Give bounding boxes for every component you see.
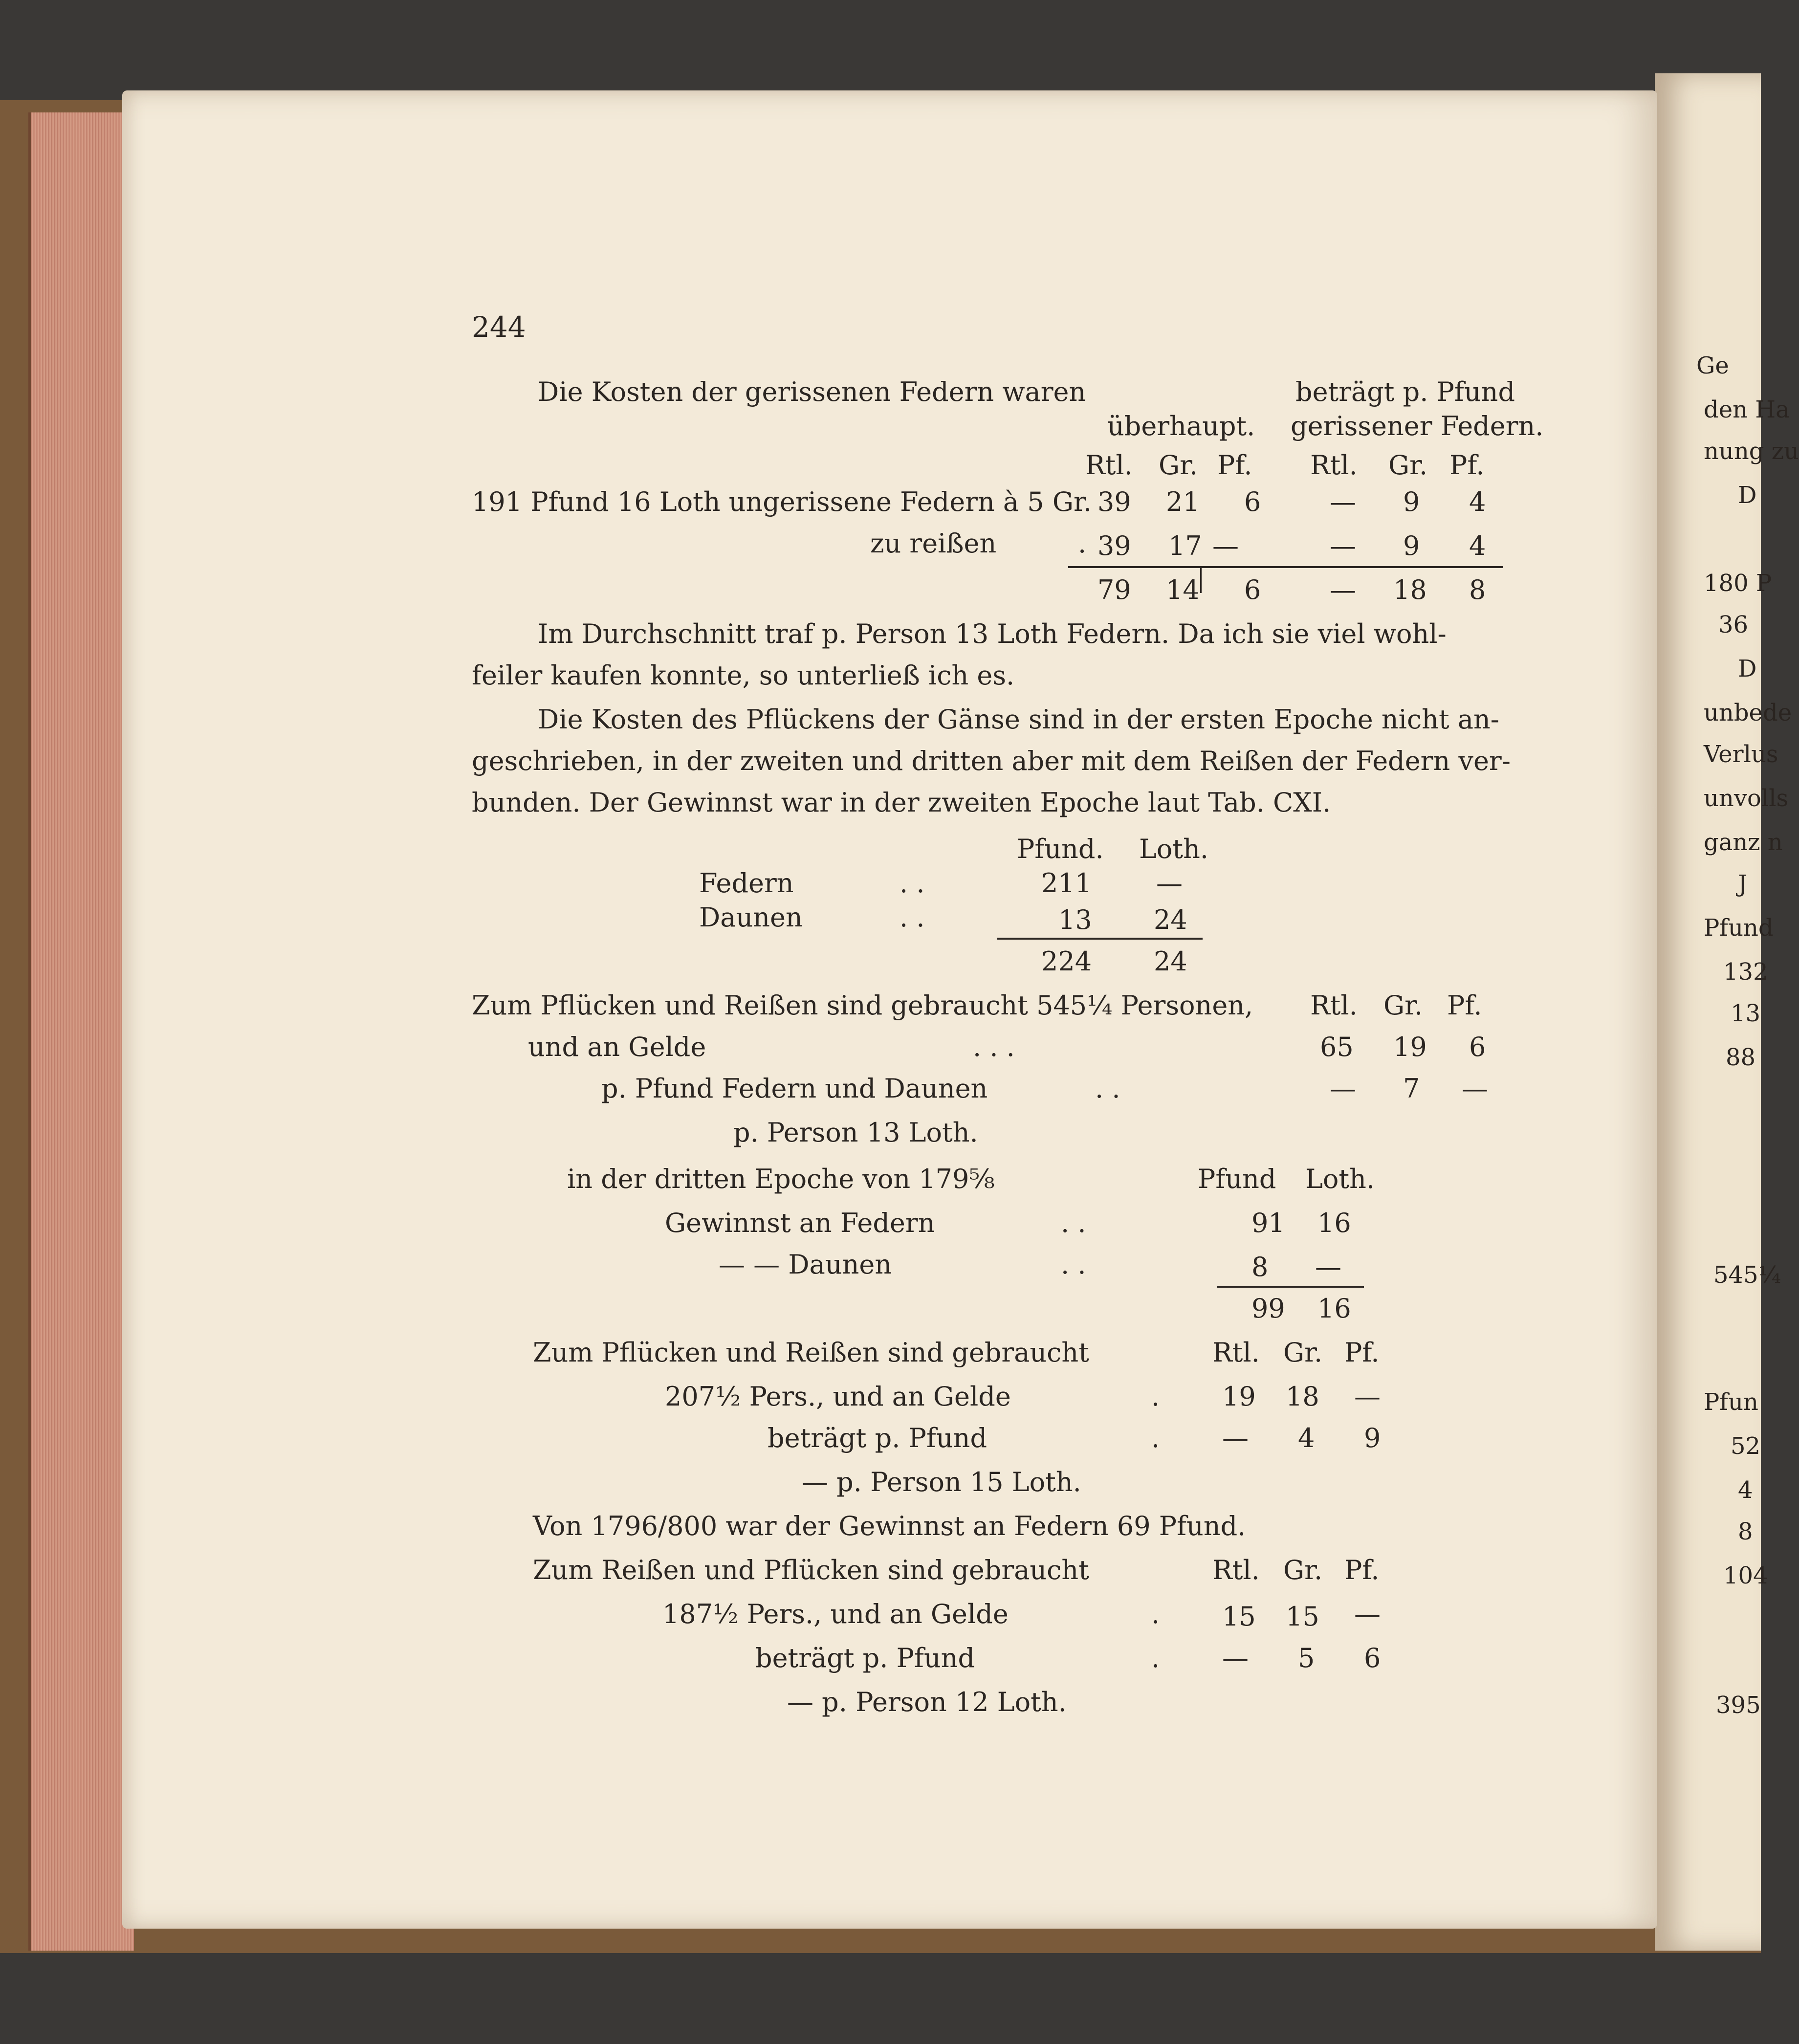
unit-gr: Gr. xyxy=(1159,450,1198,481)
used3-gr: 18 xyxy=(1286,1381,1319,1412)
epoch1796-h-gr: Gr. xyxy=(1283,1555,1323,1585)
cost-rtl: 39 xyxy=(1097,486,1131,517)
facing-fragment: J xyxy=(1738,870,1748,898)
used2-line: Zum Pflücken und Reißen sind gebraucht 545¼ Personen, xyxy=(472,990,1253,1021)
facing-fragment: den Ha xyxy=(1704,396,1790,423)
used2-line: p. Person 13 Loth. xyxy=(733,1117,978,1148)
cost-pf: — xyxy=(1212,530,1239,561)
epoch1796-line: beträgt p. Pfund xyxy=(755,1643,975,1673)
table-header-col2-line1: beträgt p. Pfund xyxy=(1295,376,1515,407)
epoch1796-rtl: 15 xyxy=(1222,1601,1256,1632)
cost-pf2: 4 xyxy=(1469,530,1486,561)
epoch1796-line: — p. Person 12 Loth. xyxy=(787,1687,1067,1717)
used2-pf-b: — xyxy=(1462,1073,1488,1104)
facing-fragment: 545¼ xyxy=(1713,1261,1781,1289)
cost-pf2: 4 xyxy=(1469,486,1486,517)
unit-rtl: Rtl. xyxy=(1085,450,1133,481)
epoch1796-dot: . xyxy=(1151,1599,1160,1629)
used2-gr: 19 xyxy=(1393,1032,1427,1062)
table-header-col1: überhaupt. xyxy=(1107,411,1255,441)
unit-pf-2: Pf. xyxy=(1449,450,1485,481)
facing-fragment: 8 xyxy=(1738,1518,1753,1545)
gain2-label: Daunen xyxy=(699,902,803,933)
gain2-dots: . . xyxy=(900,868,925,899)
facing-fragment: 36 xyxy=(1718,611,1749,638)
facing-fragment: 395 xyxy=(1716,1692,1761,1719)
epoch1796-rtl-b: — xyxy=(1222,1643,1249,1673)
sum-rule xyxy=(1068,566,1503,568)
facing-fragment: D xyxy=(1738,655,1757,682)
used2-dots: . . . xyxy=(973,1032,1015,1062)
used2-line: und an Gelde xyxy=(528,1032,706,1062)
page-edges xyxy=(28,112,134,1951)
gain2-loth: 24 xyxy=(1154,904,1187,935)
gain2-label: Federn xyxy=(699,868,794,899)
gain2-pfund: 13 xyxy=(1058,904,1092,935)
cost-gr2: 9 xyxy=(1403,486,1420,517)
gain3-label: Gewinnst an Federn xyxy=(665,1208,935,1238)
facing-page xyxy=(1655,73,1799,1951)
facing-fragment: D xyxy=(1738,482,1757,509)
cost-rtl2: — xyxy=(1330,486,1356,517)
facing-fragment: nung zu xyxy=(1704,438,1799,465)
used2-h-rtl: Rtl. xyxy=(1310,990,1358,1021)
cost-total-pf2: 8 xyxy=(1469,574,1486,605)
epoch1796-pf-b: 6 xyxy=(1364,1643,1381,1673)
used3-h-pf: Pf. xyxy=(1344,1337,1380,1368)
used3-rtl-b: — xyxy=(1222,1423,1249,1453)
gain3-label: — — Daunen xyxy=(719,1249,892,1280)
epoch1796-h-pf: Pf. xyxy=(1344,1555,1380,1585)
facing-fragment: Pfun xyxy=(1704,1388,1758,1416)
facing-fragment: 52 xyxy=(1731,1432,1761,1460)
used2-pf: 6 xyxy=(1469,1032,1486,1062)
cost-row-label: 191 Pfund 16 Loth ungerissene Federn à 5 Gr. xyxy=(472,486,1092,517)
cost-total-gr: 14 xyxy=(1166,574,1200,605)
facing-fragment: Verlus xyxy=(1704,741,1778,768)
gain3-head-pfund: Pfund xyxy=(1198,1164,1276,1194)
facing-fragment: 4 xyxy=(1738,1476,1753,1504)
cost-total-rtl2: — xyxy=(1330,574,1356,605)
used3-dot: . xyxy=(1151,1381,1160,1412)
facing-fragment: 13 xyxy=(1731,1000,1761,1027)
facing-fragment: 104 xyxy=(1723,1562,1768,1589)
gain3-total-pfund: 99 xyxy=(1251,1293,1285,1324)
epoch1796-line: Von 1796/800 war der Gewinnst an Federn 69 Pfund. xyxy=(533,1511,1246,1541)
paragraph-line: geschrieben, in der zweiten und dritten aber mit dem Reißen der Federn ver- xyxy=(472,746,1511,776)
used3-line: beträgt p. Pfund xyxy=(768,1423,987,1453)
cost-pf: 6 xyxy=(1244,486,1261,517)
gain3-loth: 16 xyxy=(1317,1208,1351,1238)
facing-fragment: Ge xyxy=(1696,352,1729,379)
used3-line: Zum Pflücken und Reißen sind gebraucht xyxy=(533,1337,1089,1368)
facing-fragment: unvolls xyxy=(1704,785,1789,812)
gain3-title: in der dritten Epoche von 179⅝ xyxy=(567,1164,995,1194)
gain2-head-loth: Loth. xyxy=(1139,834,1209,864)
paragraph-line: feiler kaufen konnte, so unterließ ich es. xyxy=(472,660,1015,691)
epoch1796-dot: . xyxy=(1151,1643,1160,1673)
gain3-pfund: 91 xyxy=(1251,1208,1285,1238)
facing-fragment: ganz n xyxy=(1704,829,1783,856)
gain2-head-pfund: Pfund. xyxy=(1017,834,1104,864)
used2-line: p. Pfund Federn und Daunen xyxy=(601,1073,988,1104)
column-separator xyxy=(1200,566,1202,593)
table-header-col2-line2: gerissener Federn. xyxy=(1291,411,1544,441)
epoch1796-line: Zum Reißen und Pflücken sind gebraucht xyxy=(533,1555,1089,1585)
table-header-left: Die Kosten der gerissenen Federn waren xyxy=(538,376,1086,407)
cost-row-label: zu reißen xyxy=(870,528,997,559)
used3-pf: — xyxy=(1354,1381,1381,1412)
gain3-dots: . . xyxy=(1061,1249,1086,1280)
used2-h-pf: Pf. xyxy=(1447,990,1482,1021)
cost-total-rtl: 79 xyxy=(1097,574,1131,605)
cost-total-pf: 6 xyxy=(1244,574,1261,605)
gain2-pfund: 211 xyxy=(1041,868,1092,899)
paragraph-line: Im Durchschnitt traf p. Person 13 Loth Federn. Da ich sie viel wohl- xyxy=(538,618,1447,649)
used2-dots: . . xyxy=(1095,1073,1120,1104)
used2-h-gr: Gr. xyxy=(1383,990,1423,1021)
cost-gr: 21 xyxy=(1166,486,1200,517)
gain2-total-pfund: 224 xyxy=(1041,946,1092,977)
used3-line: 207½ Pers., und an Gelde xyxy=(665,1381,1011,1412)
used3-line: — p. Person 15 Loth. xyxy=(802,1467,1081,1497)
gain2-loth: — xyxy=(1156,868,1183,899)
epoch1796-pf: — xyxy=(1354,1599,1381,1629)
facing-fragment: Pfund xyxy=(1704,914,1774,942)
gain3-loth: — xyxy=(1315,1252,1341,1282)
facing-fragment: unbede xyxy=(1704,699,1792,726)
epoch1796-line: 187½ Pers., und an Gelde xyxy=(662,1599,1009,1629)
gain3-total-loth: 16 xyxy=(1317,1293,1351,1324)
used3-dot: . xyxy=(1151,1423,1160,1453)
gain3-head-loth: Loth. xyxy=(1305,1164,1375,1194)
cost-row-dot: . xyxy=(1078,528,1087,559)
paragraph-line: bunden. Der Gewinnst war in der zweiten Epoche laut Tab. CXI. xyxy=(472,787,1331,818)
used2-rtl-b: — xyxy=(1330,1073,1356,1104)
epoch1796-gr-b: 5 xyxy=(1298,1643,1315,1673)
paragraph-line: Die Kosten des Pflückens der Gänse sind in der ersten Epoche nicht an- xyxy=(538,704,1500,735)
sum-rule xyxy=(1217,1286,1364,1288)
used2-gr-b: 7 xyxy=(1403,1073,1420,1104)
cost-gr2: 9 xyxy=(1403,530,1420,561)
used2-rtl: 65 xyxy=(1320,1032,1354,1062)
facing-fragment: 88 xyxy=(1726,1044,1756,1071)
epoch1796-gr: 15 xyxy=(1286,1601,1319,1632)
used3-gr-b: 4 xyxy=(1298,1423,1315,1453)
used3-h-rtl: Rtl. xyxy=(1212,1337,1260,1368)
cost-rtl2: — xyxy=(1330,530,1356,561)
gain3-pfund: 8 xyxy=(1251,1252,1269,1282)
unit-rtl-2: Rtl. xyxy=(1310,450,1358,481)
unit-pf: Pf. xyxy=(1217,450,1252,481)
facing-fragment: 180 P xyxy=(1704,570,1772,597)
gain2-dots: . . xyxy=(900,902,925,933)
used3-rtl: 19 xyxy=(1222,1381,1256,1412)
cost-rtl: 39 xyxy=(1097,530,1131,561)
facing-fragment: 132 xyxy=(1723,958,1768,986)
sum-rule xyxy=(997,938,1203,940)
gain2-total-loth: 24 xyxy=(1154,946,1187,977)
used3-h-gr: Gr. xyxy=(1283,1337,1323,1368)
epoch1796-h-rtl: Rtl. xyxy=(1212,1555,1260,1585)
page-number: 244 xyxy=(472,310,526,344)
cost-total-gr2: 18 xyxy=(1393,574,1427,605)
cost-gr: 17 xyxy=(1168,530,1202,561)
used3-pf-b: 9 xyxy=(1364,1423,1381,1453)
unit-gr-2: Gr. xyxy=(1388,450,1428,481)
gain3-dots: . . xyxy=(1061,1208,1086,1238)
